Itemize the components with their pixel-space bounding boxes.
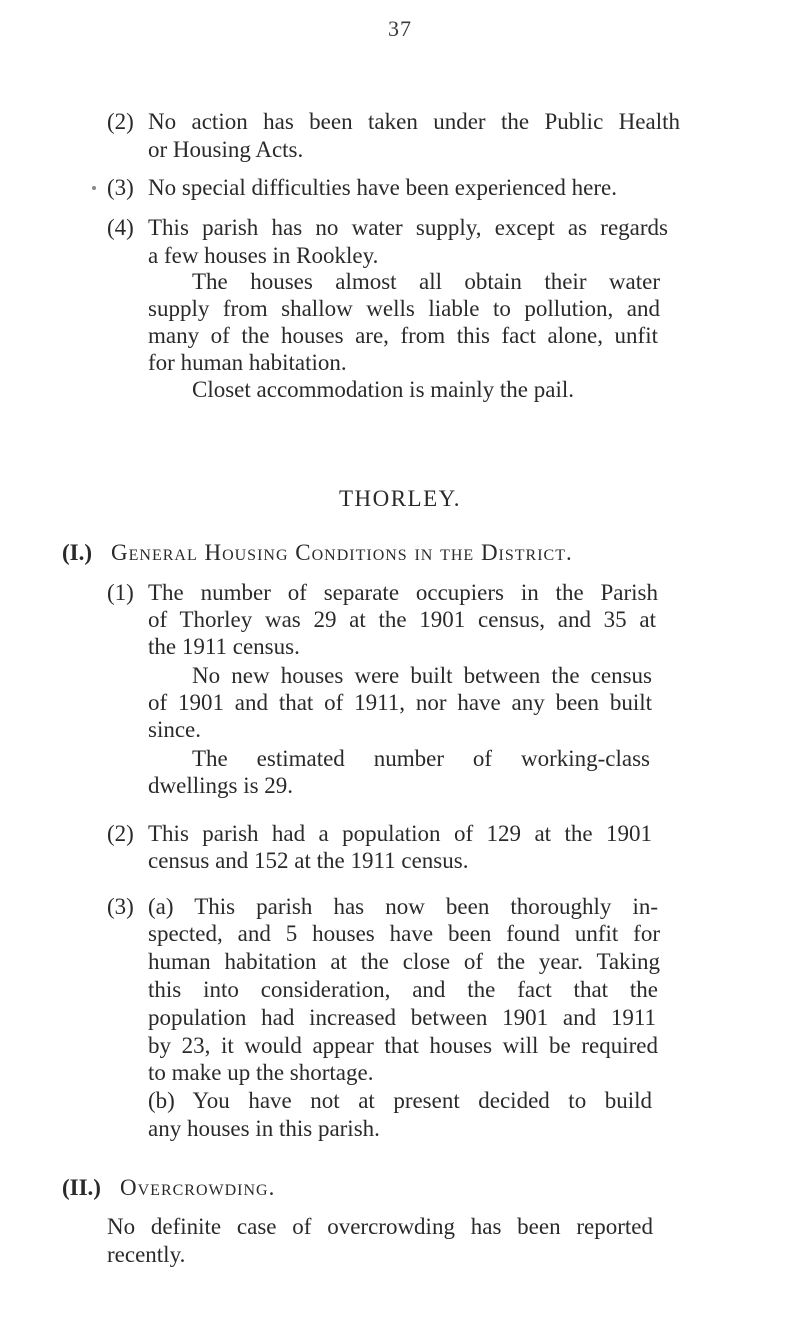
paragraph-line: human habitation at the close of the year. Taking bbox=[148, 949, 660, 974]
item-number: (2) bbox=[107, 821, 134, 846]
section-roman-number: (II.) bbox=[62, 1175, 101, 1200]
paragraph-line: (b) You have not at present decided to build bbox=[148, 1088, 652, 1113]
item-number: (3) bbox=[107, 175, 134, 200]
item-number: (4) bbox=[107, 215, 134, 240]
section-heading: General Housing Conditions in the District. bbox=[111, 540, 573, 565]
paragraph-line: spected, and 5 houses have been found unfit for bbox=[148, 921, 660, 946]
paragraph-line: of 1901 and that of 1911, nor have any been built bbox=[148, 690, 652, 715]
paragraph-line: No definite case of overcrowding has been reported bbox=[107, 1214, 653, 1239]
paragraph-line: population had increased between 1901 and 1911 bbox=[148, 1005, 656, 1030]
paragraph-line: No special difficulties have been experienced here. bbox=[148, 175, 617, 200]
item-number: (2) bbox=[107, 109, 134, 134]
paragraph-line: Closet accommodation is mainly the pail. bbox=[192, 377, 574, 402]
section-heading: Overcrowding. bbox=[120, 1175, 276, 1200]
section-roman-number: (I.) bbox=[62, 540, 93, 565]
paragraph-line: No new houses were built between the census bbox=[192, 663, 652, 688]
paragraph-line: any houses in this parish. bbox=[148, 1116, 380, 1141]
paragraph-line: No action has been taken under the Public Health bbox=[148, 109, 680, 134]
paragraph-line: a few houses in Rookley. bbox=[148, 243, 379, 268]
section-title: THORLEY. bbox=[338, 486, 462, 511]
paragraph-line: This parish has no water supply, except as regards bbox=[148, 215, 668, 240]
paragraph-line: the 1911 census. bbox=[148, 634, 300, 659]
page-number: 37 bbox=[388, 16, 412, 41]
paragraph-line: many of the houses are, from this fact alone, unfit bbox=[148, 323, 658, 348]
paragraph-line: The houses almost all obtain their water bbox=[192, 269, 660, 294]
paragraph-line: supply from shallow wells liable to pollution, and bbox=[148, 296, 660, 321]
paragraph-line: for human habitation. bbox=[148, 350, 347, 375]
paragraph-line: (a) This parish has now been thoroughly in- bbox=[148, 894, 658, 919]
paragraph-line: to make up the shortage. bbox=[148, 1060, 374, 1085]
paragraph-line: The number of separate occupiers in the Parish bbox=[148, 580, 658, 605]
paragraph-line: this into consideration, and the fact that the bbox=[148, 977, 658, 1002]
paragraph-line: The estimated number of working-class bbox=[192, 746, 650, 771]
paragraph-line: by 23, it would appear that houses will be required bbox=[148, 1033, 658, 1058]
item-number: (1) bbox=[107, 580, 134, 605]
paragraph-line: dwellings is 29. bbox=[148, 773, 294, 798]
paragraph-line: This parish had a population of 129 at the 1901 bbox=[148, 821, 652, 846]
paragraph-line: or Housing Acts. bbox=[148, 137, 304, 162]
paragraph-line: recently. bbox=[107, 1242, 186, 1267]
paragraph-line: census and 152 at the 1911 census. bbox=[148, 848, 469, 873]
stray-mark bbox=[92, 186, 96, 190]
paragraph-line: of Thorley was 29 at the 1901 census, and 35 at bbox=[148, 607, 656, 632]
paragraph-line: since. bbox=[148, 717, 202, 742]
item-number: (3) bbox=[107, 894, 134, 919]
